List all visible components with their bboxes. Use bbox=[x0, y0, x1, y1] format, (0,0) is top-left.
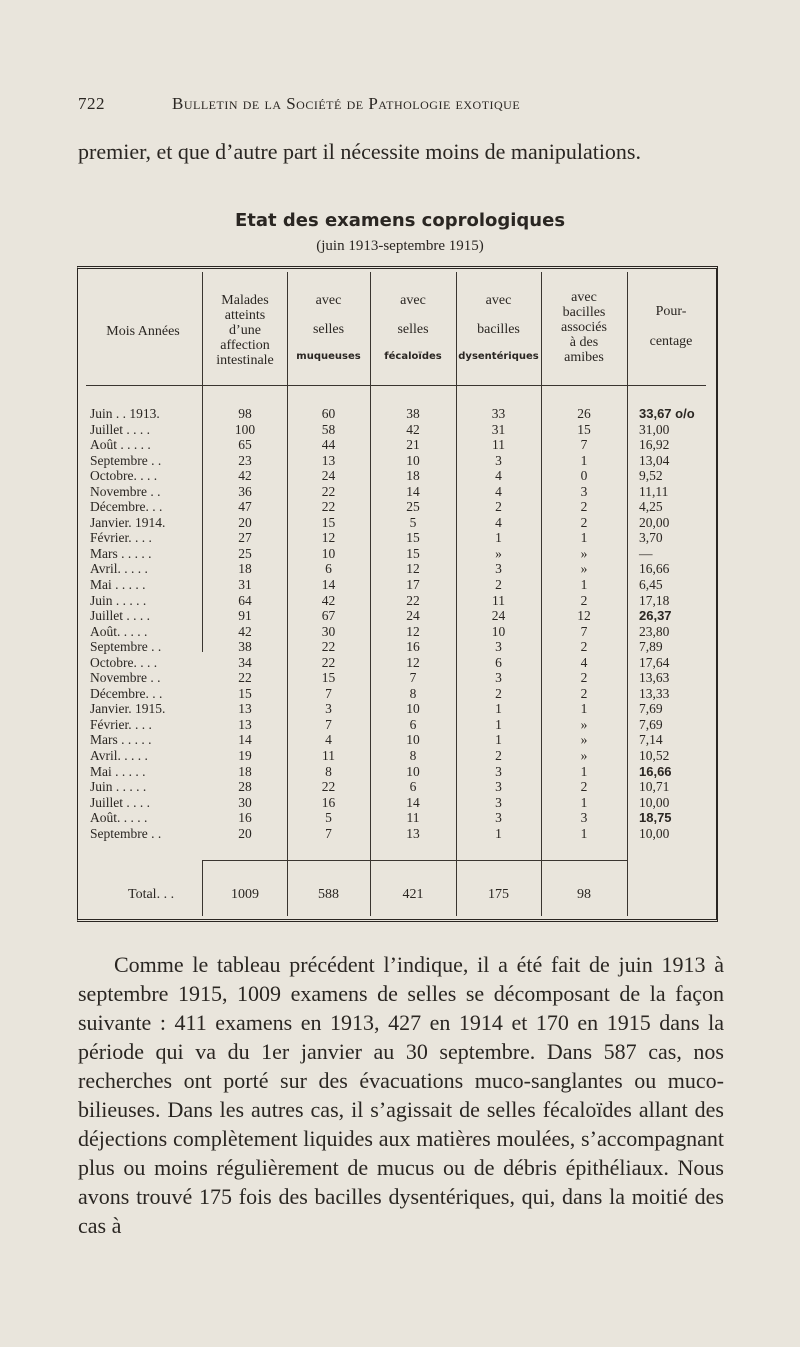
cell-associes: 3 bbox=[580, 810, 588, 826]
cell-fecaloides: 11 bbox=[406, 810, 420, 826]
total-muqueuses: 588 bbox=[318, 887, 339, 902]
column-malades bbox=[202, 406, 288, 841]
cell-associes: 2 bbox=[580, 592, 588, 608]
cell-fecaloides: 14 bbox=[406, 483, 420, 499]
cell-pourcentage: 10,52 bbox=[639, 748, 670, 764]
cell-muqueuses: 22 bbox=[321, 499, 336, 515]
cell-mois: Juillet . . . . bbox=[90, 794, 150, 810]
cell-muqueuses: 44 bbox=[321, 437, 336, 453]
cell-malades: 64 bbox=[238, 592, 252, 608]
cell-malades: 25 bbox=[238, 545, 252, 561]
cell-malades: 65 bbox=[238, 437, 252, 453]
cell-associes: 1 bbox=[580, 825, 588, 841]
cell-mois: Août . . . . . bbox=[90, 437, 151, 453]
cell-malades: 14 bbox=[238, 732, 252, 748]
cell-pourcentage: 16,66 bbox=[639, 763, 672, 779]
cell-bacilles: 3 bbox=[495, 670, 502, 686]
cell-fecaloides: 6 bbox=[409, 779, 417, 795]
cell-associes: 1 bbox=[580, 794, 588, 810]
cell-mois: Février. . . . bbox=[90, 716, 152, 732]
cell-pourcentage: 9,52 bbox=[639, 468, 663, 484]
cell-mois: Février. . . . bbox=[90, 530, 152, 546]
cell-pourcentage: 16,92 bbox=[639, 437, 670, 453]
cell-fecaloides: 17 bbox=[406, 577, 420, 593]
cell-mois: Juin . . . . . bbox=[90, 592, 147, 608]
cell-malades: 100 bbox=[234, 421, 256, 437]
cell-pourcentage: 33,67 o/o bbox=[639, 406, 695, 421]
cell-malades: 30 bbox=[238, 794, 252, 810]
cell-associes: 12 bbox=[577, 608, 591, 624]
cell-muqueuses: 13 bbox=[321, 452, 336, 468]
cell-associes: 1 bbox=[580, 452, 588, 468]
cell-mois: Juillet . . . . bbox=[90, 421, 150, 437]
cell-malades: 13 bbox=[238, 701, 252, 717]
cell-bacilles: 2 bbox=[495, 685, 502, 701]
total-fecaloides: 421 bbox=[402, 887, 424, 902]
cell-fecaloides: 10 bbox=[406, 452, 420, 468]
total-bacilles: 175 bbox=[488, 887, 509, 902]
cell-muqueuses: 8 bbox=[325, 763, 332, 779]
cell-muqueuses: 7 bbox=[325, 685, 332, 701]
cell-malades: 13 bbox=[238, 716, 252, 732]
cell-associes: 7 bbox=[580, 623, 588, 639]
cell-pourcentage: 13,04 bbox=[639, 452, 670, 468]
cell-pourcentage: — bbox=[639, 545, 653, 561]
cell-pourcentage: 7,14 bbox=[639, 732, 663, 748]
cell-muqueuses: 22 bbox=[321, 779, 336, 795]
cell-pourcentage: 7,69 bbox=[639, 716, 663, 732]
cell-associes: 2 bbox=[580, 685, 588, 701]
col-divider bbox=[627, 272, 628, 916]
header-fecaloides: avec selles fécaloïdes bbox=[384, 293, 442, 362]
cell-bacilles: 3 bbox=[495, 763, 502, 779]
cell-mois: Novembre . . bbox=[90, 483, 161, 499]
cell-pourcentage: 4,25 bbox=[639, 499, 663, 515]
cell-fecaloides: 7 bbox=[409, 670, 417, 686]
cell-mois: Août. . . . . bbox=[90, 810, 148, 826]
cell-pourcentage: 17,18 bbox=[639, 592, 670, 608]
cell-fecaloides: 38 bbox=[406, 406, 420, 421]
cell-mois: Novembre . . bbox=[90, 670, 161, 686]
cell-mois: Décembre. . . bbox=[90, 685, 163, 701]
cell-bacilles: 2 bbox=[495, 577, 502, 593]
cell-bacilles: 24 bbox=[491, 608, 506, 624]
cell-fecaloides: 10 bbox=[406, 763, 420, 779]
total-rule bbox=[202, 860, 627, 861]
cell-fecaloides: 8 bbox=[409, 748, 417, 764]
cell-pourcentage: 23,80 bbox=[639, 623, 670, 639]
page-number: 722 bbox=[78, 94, 105, 113]
column-muqueuses bbox=[287, 406, 370, 841]
cell-malades: 31 bbox=[238, 577, 252, 593]
cell-muqueuses: 14 bbox=[321, 577, 336, 593]
table-title: Etat des examens coprologiques bbox=[234, 210, 566, 231]
cell-bacilles: 2 bbox=[495, 748, 502, 764]
cell-bacilles: 1 bbox=[495, 701, 502, 717]
cell-fecaloides: 12 bbox=[406, 561, 420, 577]
cell-mois: Octobre. . . . bbox=[90, 468, 158, 484]
cell-bacilles: 3 bbox=[495, 639, 502, 655]
total-label: Total. . . bbox=[128, 887, 175, 902]
cell-muqueuses: 3 bbox=[325, 701, 332, 717]
cell-muqueuses: 5 bbox=[325, 810, 332, 826]
cell-bacilles: 11 bbox=[492, 592, 505, 608]
cell-malades: 20 bbox=[238, 825, 252, 841]
cell-bacilles: 4 bbox=[495, 483, 502, 499]
cell-malades: 18 bbox=[238, 763, 252, 779]
cell-muqueuses: 6 bbox=[325, 561, 332, 577]
cell-associes: 7 bbox=[580, 437, 588, 453]
cell-fecaloides: 6 bbox=[409, 716, 417, 732]
cell-muqueuses: 58 bbox=[321, 421, 336, 437]
cell-associes: 0 bbox=[580, 468, 588, 484]
cell-associes: 2 bbox=[580, 779, 588, 795]
cell-bacilles: 3 bbox=[495, 452, 502, 468]
body-paragraph bbox=[78, 950, 724, 1240]
cell-muqueuses: 24 bbox=[321, 468, 336, 484]
total-malades: 1009 bbox=[231, 887, 259, 902]
cell-bacilles: 31 bbox=[491, 421, 506, 437]
cell-associes: » bbox=[580, 732, 588, 748]
cell-associes: » bbox=[580, 748, 588, 764]
cell-malades: 98 bbox=[238, 406, 252, 421]
body-text: Comme le tableau précédent l’indique, il a été fait de juin 1913 à septembre 1915, 1009 examens de selles se décomposant de la façon suivante : 411 examens en 1913, 427 en 1914 et 170 en 1915 dans la période qui va du 1er janvier au 30 septembre. Dans 587 cas, nos recherches ont porté sur des évacuations muco-sanglantes ou muco-bilieuses. Dans les autres cas, il s’agissait de selles fécaloïdes allant des déjections complètement liquides aux matières moulées, s’accompagnant plus ou moins régulièrement de mucus ou de débris épithéliaux. Nous avons trouvé 175 fois des bacilles dysentériques, qui, dans la moitié des cas à bbox=[78, 952, 724, 1238]
cell-fecaloides: 5 bbox=[409, 514, 417, 530]
cell-malades: 28 bbox=[238, 779, 252, 795]
cell-muqueuses: 11 bbox=[322, 748, 335, 764]
header-rule bbox=[86, 385, 706, 386]
cell-mois: Juin . . . . . bbox=[90, 779, 147, 795]
cell-associes: 2 bbox=[580, 639, 588, 655]
cell-bacilles: 3 bbox=[495, 810, 502, 826]
cell-muqueuses: 16 bbox=[321, 794, 336, 810]
cell-muqueuses: 7 bbox=[325, 716, 332, 732]
header-muqueuses: avec selles muqueuses bbox=[296, 293, 361, 362]
header-malades: Malades atteints d’une affection intestinale bbox=[216, 293, 274, 368]
cell-associes: 26 bbox=[577, 406, 591, 421]
intro-paragraph: premier, et que d’autre part il nécessite moins de manipulations. bbox=[78, 139, 641, 164]
cell-bacilles: 3 bbox=[495, 561, 502, 577]
cell-pourcentage: 10,00 bbox=[639, 825, 670, 841]
column-mois bbox=[90, 406, 208, 841]
cell-bacilles: 3 bbox=[495, 779, 502, 795]
cell-fecaloides: 18 bbox=[406, 468, 420, 484]
cell-fecaloides: 10 bbox=[406, 732, 420, 748]
cell-associes: » bbox=[580, 561, 588, 577]
table-subtitle: (juin 1913-septembre 1915) bbox=[316, 238, 484, 254]
cell-bacilles: 4 bbox=[495, 468, 502, 484]
cell-mois: Janvier. 1915. bbox=[90, 701, 166, 717]
cell-bacilles: 1 bbox=[495, 530, 502, 546]
cell-malades: 38 bbox=[238, 639, 252, 655]
cell-muqueuses: 22 bbox=[321, 639, 336, 655]
cell-mois: Mai . . . . . bbox=[90, 577, 146, 593]
cell-mois: Septembre . . bbox=[90, 452, 162, 468]
column-fecaloides bbox=[370, 406, 456, 841]
cell-associes: 1 bbox=[580, 577, 588, 593]
cell-malades: 15 bbox=[238, 685, 252, 701]
cell-malades: 16 bbox=[238, 810, 252, 826]
cell-pourcentage: 31,00 bbox=[639, 421, 670, 437]
cell-malades: 18 bbox=[238, 561, 252, 577]
cell-fecaloides: 15 bbox=[406, 530, 420, 546]
cell-bacilles: 33 bbox=[491, 406, 506, 421]
cell-malades: 27 bbox=[238, 530, 252, 546]
cell-fecaloides: 14 bbox=[406, 794, 420, 810]
cell-bacilles: » bbox=[495, 545, 502, 561]
cell-malades: 34 bbox=[238, 654, 252, 670]
cell-associes: 15 bbox=[577, 421, 591, 437]
cell-bacilles: 1 bbox=[495, 716, 502, 732]
cell-malades: 23 bbox=[238, 452, 252, 468]
cell-mois: Juillet . . . . bbox=[90, 608, 150, 624]
cell-associes: 1 bbox=[580, 701, 588, 717]
cell-mois: Août. . . . . bbox=[90, 623, 148, 639]
cell-pourcentage: 7,69 bbox=[639, 701, 663, 717]
cell-fecaloides: 15 bbox=[406, 545, 420, 561]
cell-bacilles: 4 bbox=[495, 514, 502, 530]
cell-bacilles: 11 bbox=[492, 437, 505, 453]
cell-muqueuses: 15 bbox=[321, 514, 336, 530]
cell-associes: 2 bbox=[580, 499, 588, 515]
cell-muqueuses: 15 bbox=[321, 670, 336, 686]
cell-bacilles: 1 bbox=[495, 825, 502, 841]
cell-fecaloides: 24 bbox=[406, 608, 420, 624]
cell-mois: Avril. . . . . bbox=[90, 748, 148, 764]
cell-fecaloides: 12 bbox=[406, 654, 420, 670]
cell-bacilles: 10 bbox=[491, 623, 506, 639]
cell-malades: 20 bbox=[238, 514, 252, 530]
cell-associes: 4 bbox=[580, 654, 588, 670]
cell-fecaloides: 16 bbox=[406, 639, 420, 655]
cell-pourcentage: 10,71 bbox=[639, 779, 670, 795]
header-pourcentage: Pour- centage bbox=[649, 304, 693, 349]
cell-mois: Septembre . . bbox=[90, 825, 162, 841]
cell-pourcentage: 20,00 bbox=[639, 514, 670, 530]
cell-associes: » bbox=[580, 716, 588, 732]
cell-muqueuses: 4 bbox=[325, 732, 332, 748]
cell-pourcentage: 6,45 bbox=[639, 577, 663, 593]
column-pourcentage bbox=[639, 406, 719, 841]
cell-mois: Janvier. 1914. bbox=[90, 514, 166, 530]
cell-fecaloides: 22 bbox=[406, 592, 420, 608]
cell-muqueuses: 22 bbox=[321, 483, 336, 499]
column-associes bbox=[541, 406, 627, 841]
cell-fecaloides: 10 bbox=[406, 701, 420, 717]
cell-bacilles: 3 bbox=[495, 794, 502, 810]
cell-pourcentage: 7,89 bbox=[639, 639, 663, 655]
cell-bacilles: 6 bbox=[495, 654, 502, 670]
cell-mois: Mai . . . . . bbox=[90, 763, 146, 779]
cell-fecaloides: 21 bbox=[406, 437, 420, 453]
cell-associes: 1 bbox=[580, 763, 588, 779]
total-associes: 98 bbox=[577, 887, 591, 902]
header-associes: avec bacilles associés à des amibes bbox=[561, 290, 607, 365]
cell-mois: Septembre . . bbox=[90, 639, 162, 655]
cell-fecaloides: 8 bbox=[409, 685, 417, 701]
header-bacilles: avec bacilles dysentériques bbox=[458, 293, 539, 362]
cell-malades: 22 bbox=[238, 670, 252, 686]
cell-mois: Mars . . . . . bbox=[90, 732, 152, 748]
cell-muqueuses: 12 bbox=[321, 530, 336, 546]
cell-muqueuses: 10 bbox=[321, 545, 336, 561]
cell-muqueuses: 30 bbox=[321, 623, 336, 639]
cell-fecaloides: 25 bbox=[406, 499, 420, 515]
cell-bacilles: 2 bbox=[495, 499, 502, 515]
header-mois-annees: Mois Années bbox=[106, 324, 180, 339]
cell-mois: Avril. . . . . bbox=[90, 561, 148, 577]
cell-fecaloides: 13 bbox=[406, 825, 420, 841]
cell-bacilles: 1 bbox=[495, 732, 502, 748]
cell-pourcentage: 11,11 bbox=[639, 483, 669, 499]
cell-malades: 19 bbox=[238, 748, 252, 764]
cell-mois: Juin . . 1913. bbox=[90, 406, 160, 421]
cell-mois: Octobre. . . . bbox=[90, 654, 158, 670]
cell-associes: » bbox=[580, 545, 588, 561]
cell-malades: 91 bbox=[238, 608, 252, 624]
cell-pourcentage: 3,70 bbox=[639, 530, 663, 546]
column-bacilles bbox=[456, 406, 541, 841]
cell-malades: 47 bbox=[238, 499, 252, 515]
cell-muqueuses: 7 bbox=[325, 825, 332, 841]
cell-mois: Décembre. . . bbox=[90, 499, 163, 515]
cell-fecaloides: 12 bbox=[406, 623, 420, 639]
cell-muqueuses: 22 bbox=[321, 654, 336, 670]
cell-associes: 2 bbox=[580, 670, 588, 686]
cell-malades: 42 bbox=[238, 468, 252, 484]
cell-fecaloides: 42 bbox=[406, 421, 420, 437]
cell-muqueuses: 42 bbox=[321, 592, 336, 608]
cell-malades: 36 bbox=[238, 483, 252, 499]
cell-pourcentage: 18,75 bbox=[639, 810, 672, 826]
cell-pourcentage: 13,33 bbox=[639, 685, 670, 701]
cell-pourcentage: 13,63 bbox=[639, 670, 670, 686]
cell-associes: 3 bbox=[580, 483, 588, 499]
cell-malades: 42 bbox=[238, 623, 252, 639]
cell-mois: Mars . . . . . bbox=[90, 545, 152, 561]
cell-pourcentage: 17,64 bbox=[639, 654, 670, 670]
cell-pourcentage: 16,66 bbox=[639, 561, 670, 577]
running-title: Bulletin de la Société de Pathologie exotique bbox=[172, 94, 521, 113]
cell-pourcentage: 10,00 bbox=[639, 794, 670, 810]
cell-associes: 1 bbox=[580, 530, 588, 546]
cell-pourcentage: 26,37 bbox=[639, 608, 672, 624]
cell-muqueuses: 67 bbox=[321, 608, 336, 624]
cell-associes: 2 bbox=[580, 514, 588, 530]
cell-muqueuses: 60 bbox=[321, 406, 336, 421]
